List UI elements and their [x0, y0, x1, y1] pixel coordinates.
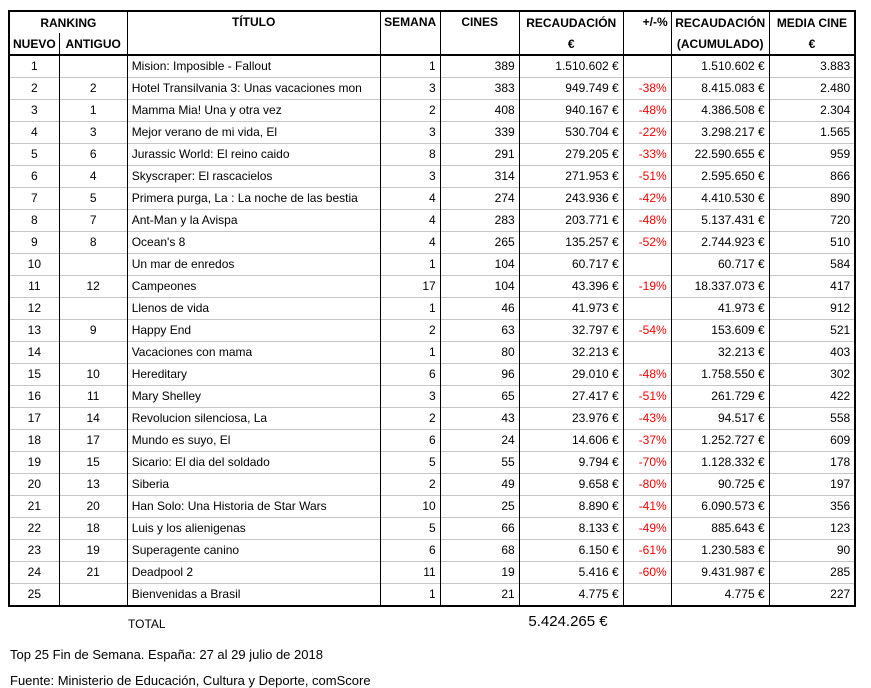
cell-media-cine: 510: [769, 232, 855, 254]
cell-recaudacion: 4.775 €: [519, 584, 623, 607]
cell-pct: -54%: [623, 320, 671, 342]
cell-cines: 383: [440, 78, 519, 100]
table-row: [9, 430, 855, 452]
header-semana: SEMANA: [380, 11, 440, 55]
table-body: [9, 55, 855, 606]
cell-recaudacion: 8.890 €: [519, 496, 623, 518]
cell-rank-antiguo: 8: [59, 232, 127, 254]
cell-pct: -41%: [623, 496, 671, 518]
cell-semana: 5: [380, 518, 440, 540]
cell-acumulado: 1.758.550 €: [671, 364, 769, 386]
cell-media-cine: 123: [769, 518, 855, 540]
cell-cines: 314: [440, 166, 519, 188]
cell-recaudacion: 32.797 €: [519, 320, 623, 342]
table-row: [9, 122, 855, 144]
cell-media-cine: 866: [769, 166, 855, 188]
table-row: [9, 518, 855, 540]
cell-pct: -61%: [623, 540, 671, 562]
cell-acumulado: 22.590.655 €: [671, 144, 769, 166]
cell-rank-nuevo: 5: [9, 144, 59, 166]
cell-rank-nuevo: 21: [9, 496, 59, 518]
cell-titulo: Luis y los alienigenas: [127, 518, 380, 540]
cell-pct: -48%: [623, 100, 671, 122]
table-row: [9, 320, 855, 342]
cell-rank-nuevo: 23: [9, 540, 59, 562]
cell-pct: -70%: [623, 452, 671, 474]
table-row: [9, 144, 855, 166]
cell-rank-nuevo: 1: [9, 55, 59, 78]
cell-pct: -48%: [623, 364, 671, 386]
cell-rank-nuevo: 8: [9, 210, 59, 232]
cell-media-cine: 959: [769, 144, 855, 166]
cell-pct: -37%: [623, 430, 671, 452]
cell-titulo: Mamma Mia! Una y otra vez: [127, 100, 380, 122]
cell-rank-nuevo: 24: [9, 562, 59, 584]
cell-rank-antiguo: 13: [59, 474, 127, 496]
cell-cines: 49: [440, 474, 519, 496]
cell-cines: 55: [440, 452, 519, 474]
table-row: [9, 408, 855, 430]
header-media-cine: MEDIA CINE: [769, 11, 855, 33]
cell-acumulado: 94.517 €: [671, 408, 769, 430]
table-row: [9, 166, 855, 188]
header-media-euro: €: [769, 33, 855, 55]
cell-media-cine: 558: [769, 408, 855, 430]
cell-acumulado: 18.337.073 €: [671, 276, 769, 298]
cell-media-cine: 422: [769, 386, 855, 408]
cell-rank-nuevo: 15: [9, 364, 59, 386]
cell-cines: 65: [440, 386, 519, 408]
cell-rank-antiguo: 10: [59, 364, 127, 386]
cell-media-cine: 521: [769, 320, 855, 342]
table-row: [9, 254, 855, 276]
cell-recaudacion: 23.976 €: [519, 408, 623, 430]
cell-titulo: Jurassic World: El reino caido: [127, 144, 380, 166]
cell-acumulado: 4.386.508 €: [671, 100, 769, 122]
cell-cines: 389: [440, 55, 519, 78]
table-row: [9, 78, 855, 100]
cell-recaudacion: 279.205 €: [519, 144, 623, 166]
cell-titulo: Deadpool 2: [127, 562, 380, 584]
cell-cines: 24: [440, 430, 519, 452]
cell-recaudacion: 5.416 €: [519, 562, 623, 584]
cell-acumulado: 90.725 €: [671, 474, 769, 496]
cell-media-cine: 3.883: [769, 55, 855, 78]
cell-pct: [623, 584, 671, 607]
cell-titulo: Hotel Transilvania 3: Unas vacaciones mon: [127, 78, 380, 100]
cell-semana: 1: [380, 254, 440, 276]
cell-acumulado: 1.128.332 €: [671, 452, 769, 474]
cell-rank-antiguo: [59, 254, 127, 276]
cell-semana: 6: [380, 430, 440, 452]
header-ranking: RANKING: [9, 11, 127, 33]
cell-semana: 3: [380, 78, 440, 100]
cell-rank-nuevo: 2: [9, 78, 59, 100]
cell-rank-nuevo: 14: [9, 342, 59, 364]
cell-rank-antiguo: [59, 342, 127, 364]
cell-media-cine: 302: [769, 364, 855, 386]
cell-rank-nuevo: 12: [9, 298, 59, 320]
total-value: 5.424.265 €: [528, 613, 608, 630]
cell-titulo: Mary Shelley: [127, 386, 380, 408]
cell-titulo: Bienvenidas a Brasil: [127, 584, 380, 607]
cell-rank-nuevo: 17: [9, 408, 59, 430]
cell-media-cine: 912: [769, 298, 855, 320]
cell-semana: 1: [380, 55, 440, 78]
cell-semana: 1: [380, 342, 440, 364]
cell-media-cine: 356: [769, 496, 855, 518]
table-row: [9, 364, 855, 386]
cell-cines: 274: [440, 188, 519, 210]
cell-semana: 2: [380, 100, 440, 122]
cell-media-cine: 197: [769, 474, 855, 496]
cell-rank-antiguo: 17: [59, 430, 127, 452]
cell-recaudacion: 60.717 €: [519, 254, 623, 276]
cell-recaudacion: 41.973 €: [519, 298, 623, 320]
cell-cines: 25: [440, 496, 519, 518]
cell-rank-nuevo: 6: [9, 166, 59, 188]
cell-recaudacion: 203.771 €: [519, 210, 623, 232]
cell-recaudacion: 8.133 €: [519, 518, 623, 540]
cell-cines: 283: [440, 210, 519, 232]
cell-cines: 104: [440, 254, 519, 276]
cell-rank-antiguo: 7: [59, 210, 127, 232]
cell-rank-antiguo: 14: [59, 408, 127, 430]
header-pct: +/-%: [623, 11, 671, 55]
cell-semana: 6: [380, 540, 440, 562]
report-caption: Top 25 Fin de Semana. España: 27 al 29 julio de 2018: [10, 647, 323, 662]
cell-semana: 4: [380, 232, 440, 254]
cell-cines: 43: [440, 408, 519, 430]
cell-titulo: Happy End: [127, 320, 380, 342]
cell-semana: 3: [380, 386, 440, 408]
cell-titulo: Mejor verano de mi vida, El: [127, 122, 380, 144]
cell-semana: 10: [380, 496, 440, 518]
cell-rank-antiguo: 5: [59, 188, 127, 210]
cell-titulo: Vacaciones con mama: [127, 342, 380, 364]
cell-titulo: Han Solo: Una Historia de Star Wars: [127, 496, 380, 518]
cell-titulo: Siberia: [127, 474, 380, 496]
cell-recaudacion: 271.953 €: [519, 166, 623, 188]
cell-pct: -51%: [623, 166, 671, 188]
cell-pct: [623, 55, 671, 78]
cell-media-cine: 609: [769, 430, 855, 452]
cell-titulo: Ocean's 8: [127, 232, 380, 254]
header-acumulado-sub: (ACUMULADO): [671, 33, 769, 55]
table-row: [9, 562, 855, 584]
table-header: [9, 11, 855, 55]
cell-rank-nuevo: 16: [9, 386, 59, 408]
cell-rank-antiguo: 9: [59, 320, 127, 342]
cell-cines: 80: [440, 342, 519, 364]
cell-rank-antiguo: 11: [59, 386, 127, 408]
cell-cines: 21: [440, 584, 519, 607]
cell-pct: -33%: [623, 144, 671, 166]
cell-acumulado: 9.431.987 €: [671, 562, 769, 584]
cell-cines: 339: [440, 122, 519, 144]
cell-pct: -51%: [623, 386, 671, 408]
cell-rank-nuevo: 3: [9, 100, 59, 122]
cell-rank-nuevo: 10: [9, 254, 59, 276]
cell-titulo: Ant-Man y la Avispa: [127, 210, 380, 232]
header-antiguo: ANTIGUO: [59, 33, 127, 55]
cell-acumulado: 1.230.583 €: [671, 540, 769, 562]
table-row: [9, 100, 855, 122]
cell-rank-nuevo: 20: [9, 474, 59, 496]
cell-acumulado: 5.137.431 €: [671, 210, 769, 232]
cell-rank-nuevo: 19: [9, 452, 59, 474]
cell-media-cine: 227: [769, 584, 855, 607]
cell-rank-antiguo: 4: [59, 166, 127, 188]
cell-pct: -38%: [623, 78, 671, 100]
cell-recaudacion: 43.396 €: [519, 276, 623, 298]
cell-titulo: Sicario: El dia del soldado: [127, 452, 380, 474]
cell-pct: -80%: [623, 474, 671, 496]
cell-media-cine: 178: [769, 452, 855, 474]
cell-acumulado: 8.415.083 €: [671, 78, 769, 100]
cell-rank-antiguo: 1: [59, 100, 127, 122]
cell-semana: 8: [380, 144, 440, 166]
header-titulo: TÍTULO: [127, 11, 380, 55]
table-row: [9, 584, 855, 607]
cell-rank-nuevo: 9: [9, 232, 59, 254]
cell-cines: 291: [440, 144, 519, 166]
table-row: [9, 386, 855, 408]
cell-acumulado: 2.744.923 €: [671, 232, 769, 254]
cell-rank-antiguo: 18: [59, 518, 127, 540]
header-recaudacion: RECAUDACIÓN: [519, 11, 623, 33]
table-row: [9, 55, 855, 78]
table-row: [9, 452, 855, 474]
cell-semana: 3: [380, 166, 440, 188]
total-row: [8, 613, 852, 637]
cell-semana: 11: [380, 562, 440, 584]
cell-recaudacion: 940.167 €: [519, 100, 623, 122]
cell-media-cine: 720: [769, 210, 855, 232]
cell-semana: 6: [380, 364, 440, 386]
cell-cines: 19: [440, 562, 519, 584]
cell-acumulado: 1.510.602 €: [671, 55, 769, 78]
cell-titulo: Skyscraper: El rascacielos: [127, 166, 380, 188]
cell-titulo: Campeones: [127, 276, 380, 298]
header-cines: CINES: [440, 11, 519, 55]
cell-acumulado: 1.252.727 €: [671, 430, 769, 452]
cell-pct: -60%: [623, 562, 671, 584]
cell-rank-antiguo: [59, 584, 127, 607]
cell-recaudacion: 949.749 €: [519, 78, 623, 100]
cell-pct: [623, 298, 671, 320]
cell-titulo: Revolucion silenciosa, La: [127, 408, 380, 430]
cell-semana: 4: [380, 210, 440, 232]
cell-rank-antiguo: 6: [59, 144, 127, 166]
cell-rank-nuevo: 11: [9, 276, 59, 298]
header-recaudacion-euro: €: [519, 33, 623, 55]
cell-media-cine: 890: [769, 188, 855, 210]
cell-cines: 68: [440, 540, 519, 562]
cell-semana: 1: [380, 298, 440, 320]
table-row: [9, 474, 855, 496]
cell-recaudacion: 1.510.602 €: [519, 55, 623, 78]
cell-acumulado: 261.729 €: [671, 386, 769, 408]
cell-pct: -43%: [623, 408, 671, 430]
cell-recaudacion: 243.936 €: [519, 188, 623, 210]
table-row: [9, 232, 855, 254]
cell-pct: -48%: [623, 210, 671, 232]
cell-rank-antiguo: 2: [59, 78, 127, 100]
cell-media-cine: 403: [769, 342, 855, 364]
cell-recaudacion: 29.010 €: [519, 364, 623, 386]
cell-rank-antiguo: 3: [59, 122, 127, 144]
cell-semana: 5: [380, 452, 440, 474]
cell-rank-nuevo: 22: [9, 518, 59, 540]
cell-rank-antiguo: 19: [59, 540, 127, 562]
cell-media-cine: 584: [769, 254, 855, 276]
cell-acumulado: 3.298.217 €: [671, 122, 769, 144]
cell-pct: -49%: [623, 518, 671, 540]
cell-media-cine: 2.480: [769, 78, 855, 100]
cell-acumulado: 41.973 €: [671, 298, 769, 320]
box-office-table: [8, 10, 856, 607]
cell-cines: 46: [440, 298, 519, 320]
cell-rank-antiguo: [59, 55, 127, 78]
cell-titulo: Llenos de vida: [127, 298, 380, 320]
cell-semana: 3: [380, 122, 440, 144]
cell-rank-nuevo: 13: [9, 320, 59, 342]
cell-titulo: Un mar de enredos: [127, 254, 380, 276]
report-source: Fuente: Ministerio de Educación, Cultura y Deporte, comScore: [10, 673, 371, 688]
table-row: [9, 298, 855, 320]
cell-pct: -42%: [623, 188, 671, 210]
cell-recaudacion: 32.213 €: [519, 342, 623, 364]
cell-rank-nuevo: 25: [9, 584, 59, 607]
cell-cines: 104: [440, 276, 519, 298]
cell-pct: -52%: [623, 232, 671, 254]
cell-rank-nuevo: 7: [9, 188, 59, 210]
cell-acumulado: 4.410.530 €: [671, 188, 769, 210]
cell-media-cine: 2.304: [769, 100, 855, 122]
cell-media-cine: 417: [769, 276, 855, 298]
cell-cines: 265: [440, 232, 519, 254]
cell-pct: -22%: [623, 122, 671, 144]
cell-media-cine: 285: [769, 562, 855, 584]
cell-titulo: Primera purga, La : La noche de las bestia: [127, 188, 380, 210]
cell-semana: 2: [380, 408, 440, 430]
cell-recaudacion: 9.794 €: [519, 452, 623, 474]
cell-recaudacion: 135.257 €: [519, 232, 623, 254]
cell-media-cine: 90: [769, 540, 855, 562]
total-label: TOTAL: [128, 617, 166, 631]
cell-pct: [623, 254, 671, 276]
cell-titulo: Mision: Imposible - Fallout: [127, 55, 380, 78]
table-row: [9, 496, 855, 518]
cell-recaudacion: 27.417 €: [519, 386, 623, 408]
cell-media-cine: 1.565: [769, 122, 855, 144]
cell-acumulado: 2.595.650 €: [671, 166, 769, 188]
cell-recaudacion: 530.704 €: [519, 122, 623, 144]
cell-recaudacion: 9.658 €: [519, 474, 623, 496]
cell-pct: [623, 342, 671, 364]
cell-recaudacion: 14.606 €: [519, 430, 623, 452]
cell-semana: 17: [380, 276, 440, 298]
cell-rank-nuevo: 18: [9, 430, 59, 452]
cell-rank-antiguo: 20: [59, 496, 127, 518]
cell-titulo: Mundo es suyo, El: [127, 430, 380, 452]
cell-rank-antiguo: 21: [59, 562, 127, 584]
cell-cines: 96: [440, 364, 519, 386]
cell-semana: 2: [380, 474, 440, 496]
cell-rank-antiguo: [59, 298, 127, 320]
cell-cines: 66: [440, 518, 519, 540]
cell-acumulado: 4.775 €: [671, 584, 769, 607]
cell-rank-nuevo: 4: [9, 122, 59, 144]
cell-acumulado: 885.643 €: [671, 518, 769, 540]
cell-rank-antiguo: 12: [59, 276, 127, 298]
cell-acumulado: 153.609 €: [671, 320, 769, 342]
cell-cines: 408: [440, 100, 519, 122]
header-acumulado: RECAUDACIÓN: [671, 11, 769, 33]
cell-titulo: Superagente canino: [127, 540, 380, 562]
cell-titulo: Hereditary: [127, 364, 380, 386]
table-row: [9, 210, 855, 232]
header-nuevo: NUEVO: [9, 33, 59, 55]
cell-acumulado: 60.717 €: [671, 254, 769, 276]
table-row: [9, 188, 855, 210]
cell-semana: 1: [380, 584, 440, 607]
cell-rank-antiguo: 15: [59, 452, 127, 474]
table-row: [9, 540, 855, 562]
cell-semana: 4: [380, 188, 440, 210]
cell-recaudacion: 6.150 €: [519, 540, 623, 562]
cell-semana: 2: [380, 320, 440, 342]
table-row: [9, 342, 855, 364]
table-row: [9, 276, 855, 298]
cell-acumulado: 6.090.573 €: [671, 496, 769, 518]
cell-acumulado: 32.213 €: [671, 342, 769, 364]
cell-pct: -19%: [623, 276, 671, 298]
cell-cines: 63: [440, 320, 519, 342]
